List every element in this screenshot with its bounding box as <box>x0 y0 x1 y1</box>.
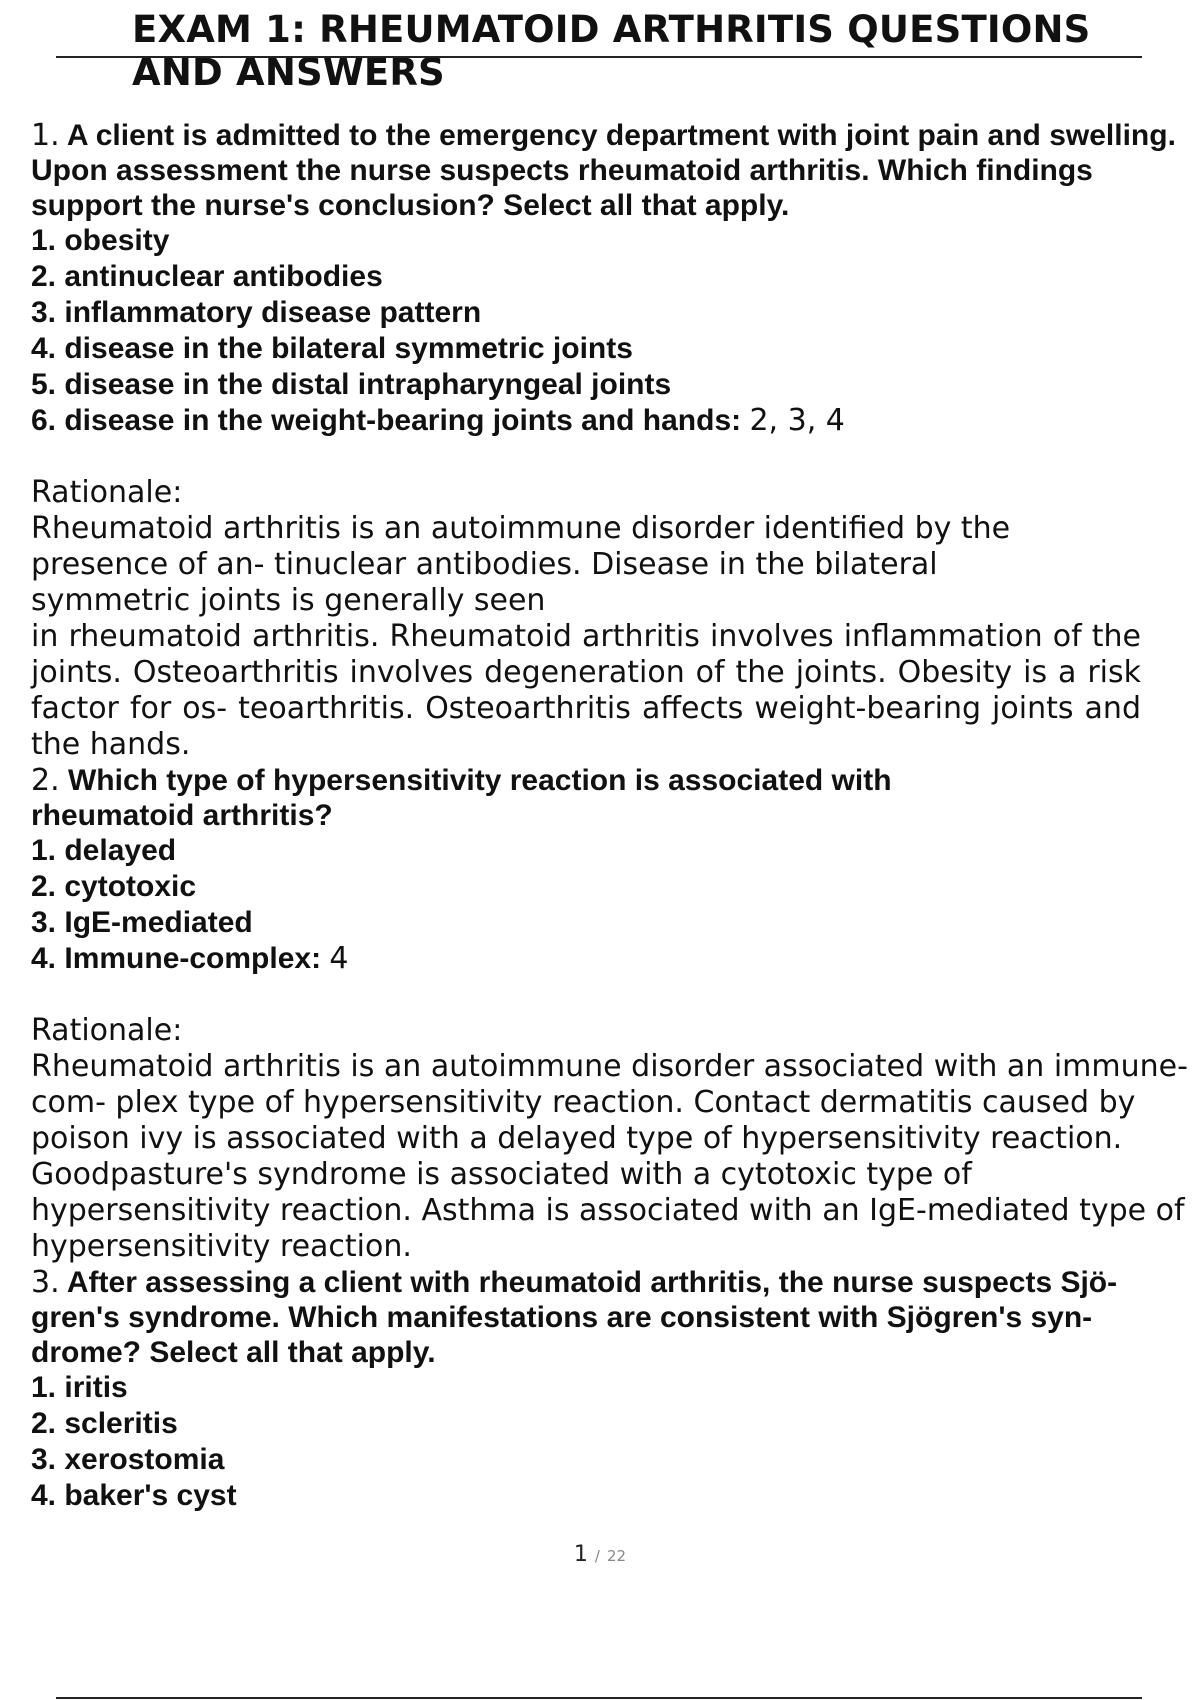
option-list <box>31 223 1191 439</box>
document-title: EXAM 1: RHEUMATOID ARTHRITIS QUESTIONS AND ANSWERS <box>132 8 1091 94</box>
option-item: 1. obesity <box>31 224 170 257</box>
option-item: 3. xerostomia <box>31 1443 225 1476</box>
option-list <box>31 833 1191 977</box>
option-item: 5. disease in the distal intrapharyngeal joints <box>31 368 672 401</box>
option-item: 3. inflammatory disease pattern <box>31 296 482 329</box>
question-text: A client is admitted to the emergency department with joint pain and swelling. Upon assessment the nurse suspects rheumatoid arthritis. Which findings support the nurse's conclusion? Select all that apply. <box>31 119 1176 222</box>
answer-key: 4 <box>329 941 349 976</box>
question-stem <box>31 1265 1200 1370</box>
rationale-text: in rheumatoid arthritis. Rheumatoid arthritis involves inflammation of the joints. Osteoarthritis involves degeneration of the joints. Obesity is a risk factor for os- teoarthritis. Osteoarthritis affects weight-bearing joints and the hands. <box>31 619 1141 762</box>
question-stem <box>31 118 1191 223</box>
rationale-label: Rationale: <box>31 475 183 510</box>
option-item-with-answer <box>31 403 1191 439</box>
option-item: 1. iritis <box>31 1371 128 1404</box>
question-2 <box>31 763 1191 1265</box>
rationale-text: Rheumatoid arthritis is an autoimmune disorder associated with an immune-com- plex type of hypersensitivity reaction. Contact dermatitis caused by poison ivy is associated with a delayed type of hypersensitivity reaction. Goodpasture's syndrome is associated with a cytotoxic type of hypersensitivity reaction. Asthma is associated with an IgE-mediated type of hypersensitivity reaction. <box>31 1049 1188 1264</box>
option-list <box>31 1370 1191 1514</box>
question-text: After assessing a client with rheumatoid arthritis, the nurse suspects Sjö- gren's syndrome. Which manifestations are consistent with Sjögren's syn- drome? Select all that apply. <box>31 1266 1118 1369</box>
option-item: 2. cytotoxic <box>31 870 197 903</box>
question-3 <box>31 1265 1191 1514</box>
question-1 <box>31 118 1191 763</box>
answer-key: 2, 3, 4 <box>749 403 845 438</box>
option-item-with-answer <box>31 941 1191 977</box>
rationale-label: Rationale: <box>31 1013 183 1048</box>
option-item: 2. antinuclear antibodies <box>31 260 383 293</box>
question-number: 3. <box>31 1265 60 1300</box>
page-separator: / <box>594 1547 600 1565</box>
option-item: 1. delayed <box>31 834 177 867</box>
option-text: 6. disease in the weight-bearing joints and hands: <box>31 404 742 437</box>
question-number: 1. <box>31 118 60 153</box>
option-item: 3. IgE-mediated <box>31 906 253 939</box>
option-item: 4. disease in the bilateral symmetric joints <box>31 332 633 365</box>
question-stem <box>31 763 931 833</box>
option-item: 4. baker's cyst <box>31 1479 237 1512</box>
bottom-divider <box>56 1697 1142 1699</box>
document-body <box>31 118 1191 1514</box>
title-divider <box>56 56 1142 58</box>
option-text: 4. Immune-complex: <box>31 942 322 975</box>
page-indicator <box>0 1542 1200 1567</box>
question-text: Which type of hypersensitivity reaction is associated with rheumatoid arthritis? <box>31 764 892 832</box>
option-item: 2. scleritis <box>31 1407 178 1440</box>
page-number: 1 <box>573 1542 588 1567</box>
page-total: 22 <box>606 1547 627 1565</box>
rationale-intro: Rheumatoid arthritis is an autoimmune disorder identified by the presence of an- tinuclear antibodies. Disease in the bilateral symmetric joints is generally seen <box>31 511 1011 618</box>
question-number: 2. <box>31 763 60 798</box>
